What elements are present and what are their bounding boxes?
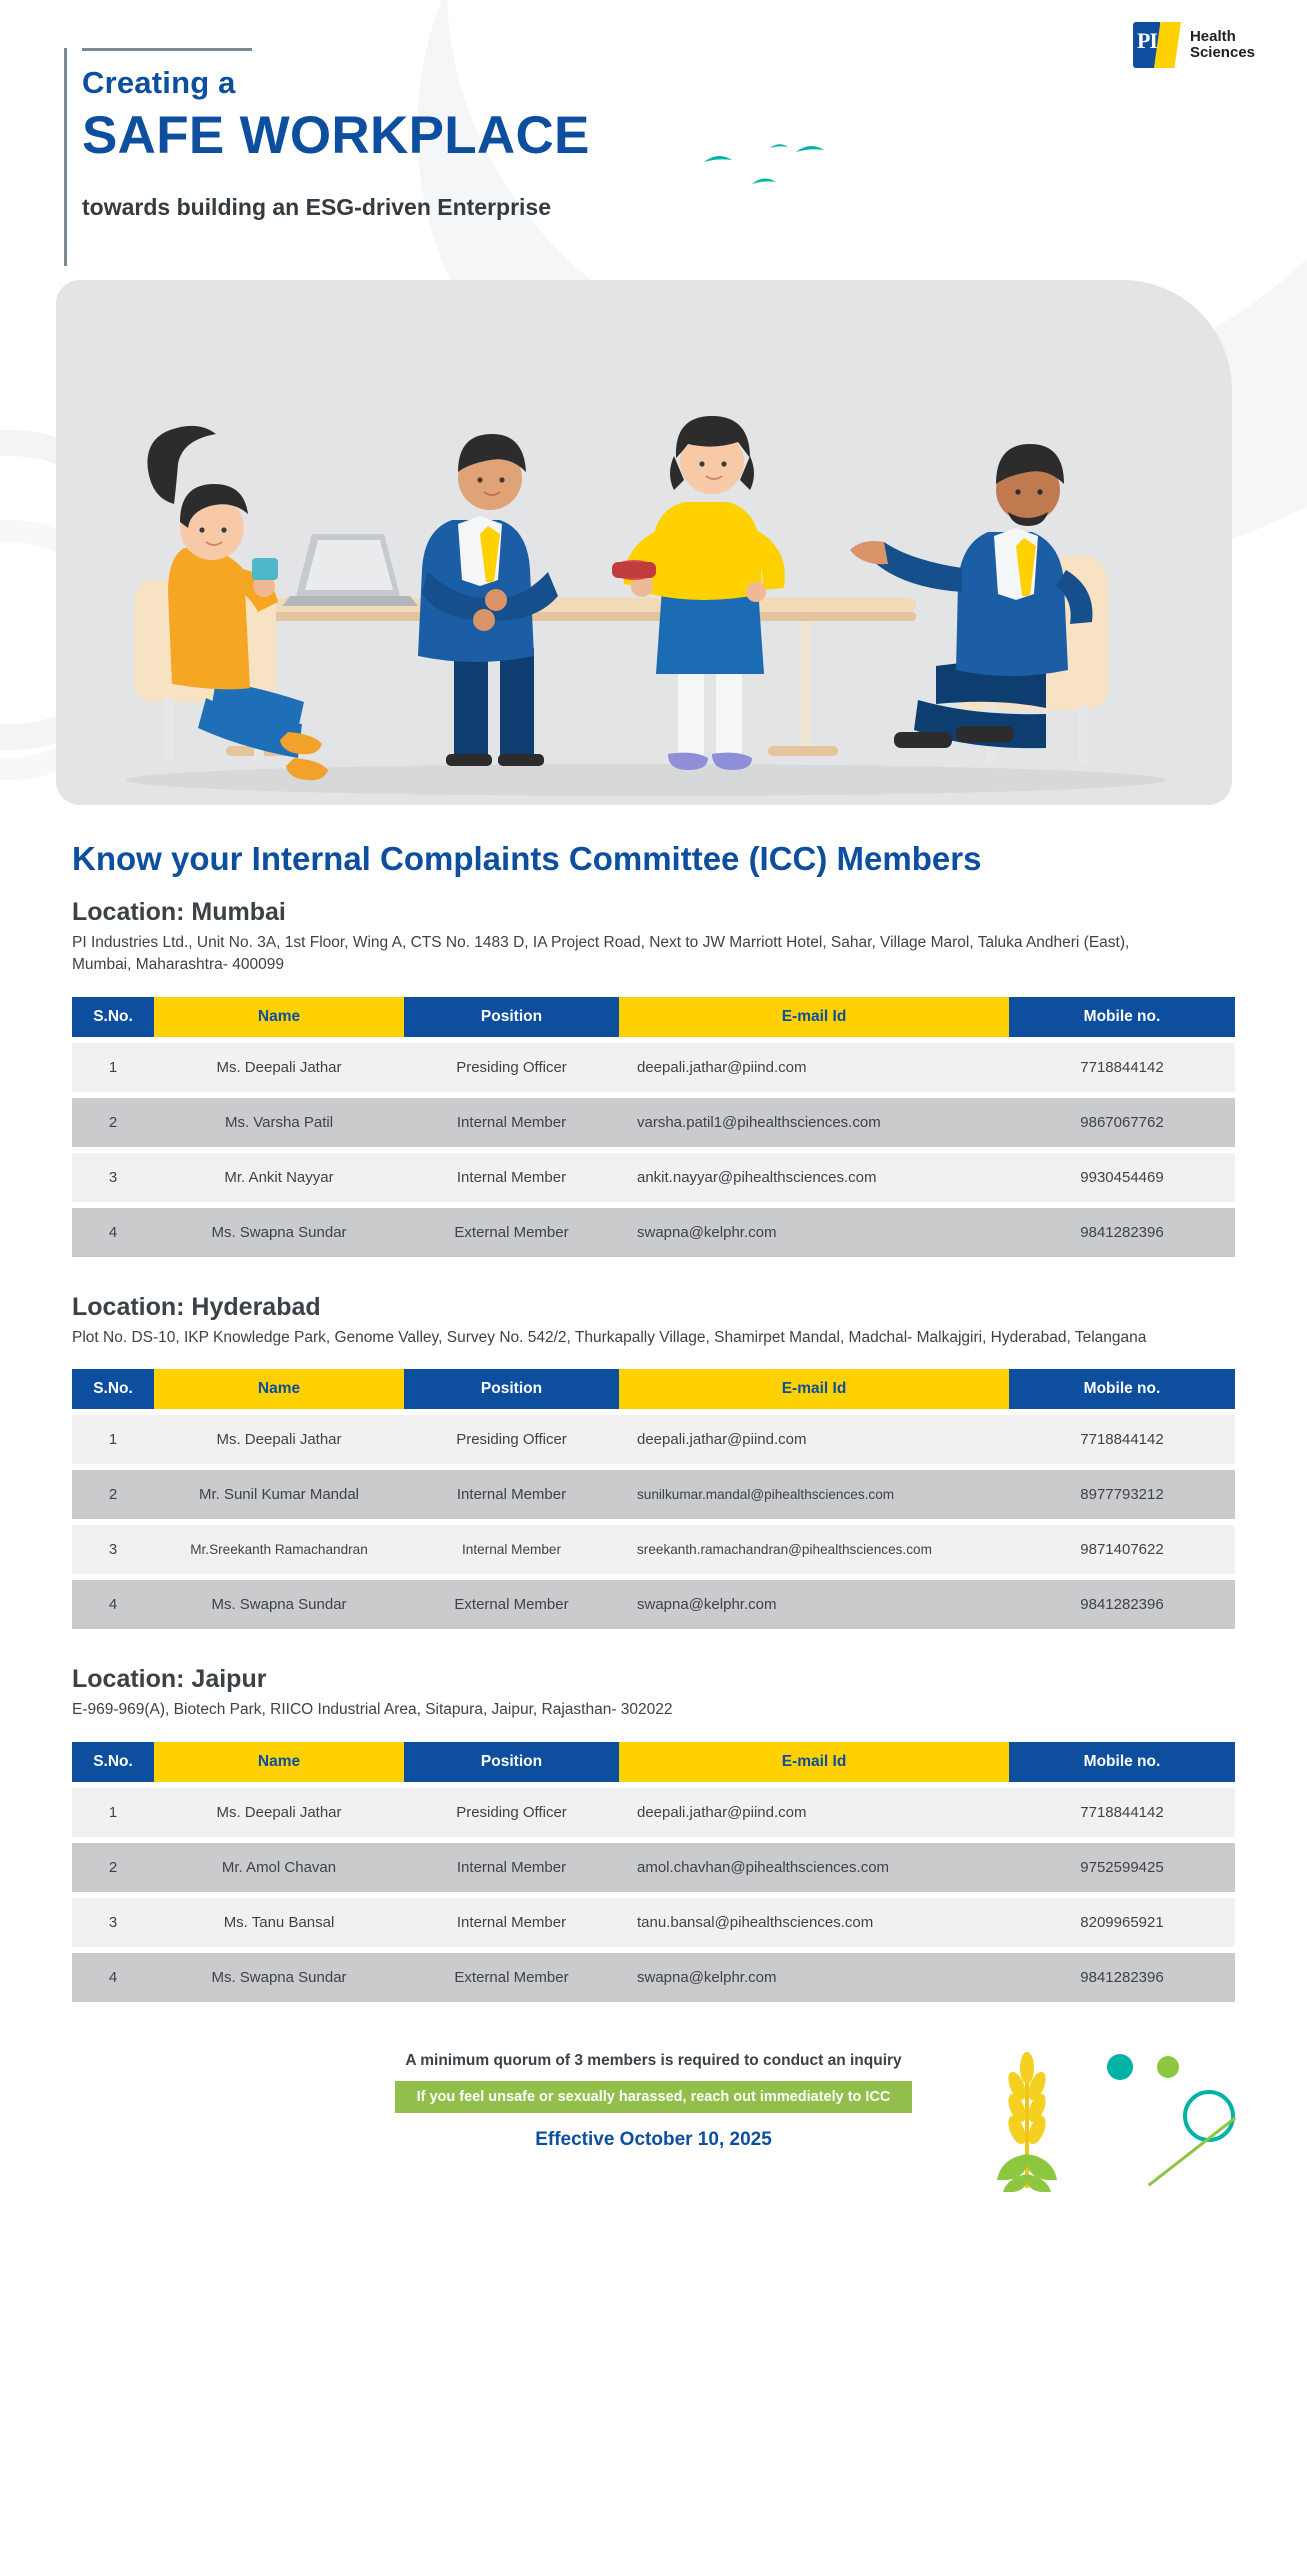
location-title: Location: Mumbai bbox=[72, 898, 286, 926]
document-body bbox=[0, 840, 1307, 2151]
company-logo bbox=[1133, 22, 1255, 68]
cell-position: Internal Member bbox=[404, 1898, 619, 1947]
header-rule bbox=[82, 48, 252, 51]
cell-sno: 3 bbox=[72, 1153, 154, 1202]
cell-sno: 4 bbox=[72, 1953, 154, 2002]
header-vertical-rule bbox=[64, 48, 67, 266]
column-header-position: Position bbox=[404, 997, 619, 1037]
column-header-sno: S.No. bbox=[72, 1369, 154, 1409]
cell-email: ankit.nayyar@pihealthsciences.com bbox=[619, 1153, 1009, 1202]
teal-dot bbox=[1107, 2054, 1133, 2080]
poster-footer bbox=[72, 2052, 1235, 2151]
header-line-2: SAFE WORKPLACE bbox=[82, 106, 590, 165]
cell-name: Ms. Swapna Sundar bbox=[154, 1953, 404, 2002]
location-title: Location: Hyderabad bbox=[72, 1292, 321, 1321]
cell-email: sreekanth.ramachandran@pihealthsciences.com bbox=[619, 1525, 1009, 1574]
column-header-sno: S.No. bbox=[72, 997, 154, 1037]
cell-mobile: 9841282396 bbox=[1009, 1953, 1235, 2002]
quorum-note: A minimum quorum of 3 members is required to conduct an inquiry bbox=[405, 2051, 902, 2069]
cell-position: External Member bbox=[404, 1580, 619, 1629]
cell-mobile: 7718844142 bbox=[1009, 1788, 1235, 1837]
footer-decoration bbox=[991, 2042, 1251, 2192]
cell-name: Ms. Swapna Sundar bbox=[154, 1208, 404, 1257]
cell-email: varsha.patil1@pihealthsciences.com bbox=[619, 1098, 1009, 1147]
location-section-mumbai bbox=[72, 898, 1235, 1263]
cell-name: Mr. Sunil Kumar Mandal bbox=[154, 1470, 404, 1519]
cell-name: Ms. Varsha Patil bbox=[154, 1098, 404, 1147]
table-row bbox=[72, 1843, 1235, 1892]
cell-sno: 2 bbox=[72, 1470, 154, 1519]
column-header-email: E-mail Id bbox=[619, 1369, 1009, 1409]
column-header-sno: S.No. bbox=[72, 1742, 154, 1782]
cell-sno: 1 bbox=[72, 1043, 154, 1092]
cell-position: Internal Member bbox=[404, 1098, 619, 1147]
poster-header bbox=[82, 48, 590, 221]
cell-mobile: 9841282396 bbox=[1009, 1208, 1235, 1257]
logo-line1: Health bbox=[1189, 27, 1236, 45]
cell-name: Mr. Amol Chavan bbox=[154, 1843, 404, 1892]
icc-table-jaipur bbox=[72, 1736, 1235, 2008]
cell-name: Ms. Deepali Jathar bbox=[154, 1415, 404, 1464]
column-header-mobile: Mobile no. bbox=[1009, 1742, 1235, 1782]
logo-line2: Sciences bbox=[1189, 44, 1255, 61]
cell-position: Presiding Officer bbox=[404, 1788, 619, 1837]
cell-name: Ms. Tanu Bansal bbox=[154, 1898, 404, 1947]
cell-mobile: 7718844142 bbox=[1009, 1043, 1235, 1092]
cell-mobile: 9752599425 bbox=[1009, 1843, 1235, 1892]
cell-sno: 1 bbox=[72, 1415, 154, 1464]
logo-mark-text: PI bbox=[1136, 28, 1157, 53]
table-row bbox=[72, 1098, 1235, 1147]
wheat-icon bbox=[983, 2042, 1103, 2192]
cell-mobile: 9867067762 bbox=[1009, 1098, 1235, 1147]
column-header-mobile: Mobile no. bbox=[1009, 997, 1235, 1037]
location-section-jaipur bbox=[72, 1665, 1235, 2007]
table-row bbox=[72, 1525, 1235, 1574]
cell-position: External Member bbox=[404, 1953, 619, 2002]
cell-mobile: 9871407622 bbox=[1009, 1525, 1235, 1574]
cell-position: Presiding Officer bbox=[404, 1415, 619, 1464]
birds-icon bbox=[700, 140, 860, 215]
cell-position: Internal Member bbox=[404, 1843, 619, 1892]
cell-position: Internal Member bbox=[404, 1153, 619, 1202]
column-header-name: Name bbox=[154, 997, 404, 1037]
cell-name: Mr. Ankit Nayyar bbox=[154, 1153, 404, 1202]
location-address: E-969-969(A), Biotech Park, RIICO Industrial Area, Sitapura, Jaipur, Rajasthan- 302022 bbox=[72, 1701, 673, 1719]
cell-name: Ms. Deepali Jathar bbox=[154, 1043, 404, 1092]
table-row bbox=[72, 1470, 1235, 1519]
hero-illustration bbox=[56, 280, 1232, 805]
column-header-email: E-mail Id bbox=[619, 1742, 1009, 1782]
cell-email: swapna@kelphr.com bbox=[619, 1953, 1009, 2002]
column-header-name: Name bbox=[154, 1369, 404, 1409]
cell-position: Internal Member bbox=[404, 1470, 619, 1519]
table-row bbox=[72, 1208, 1235, 1257]
icc-table-mumbai bbox=[72, 991, 1235, 1263]
cell-sno: 2 bbox=[72, 1098, 154, 1147]
cell-email: swapna@kelphr.com bbox=[619, 1208, 1009, 1257]
cell-position: Presiding Officer bbox=[404, 1043, 619, 1092]
location-address: PI Industries Ltd., Unit No. 3A, 1st Floor, Wing A, CTS No. 1483 D, IA Project Road, Next to JW Marriott Hotel, Sahar, Village Marol, Taluka Andheri (East), Mumbai, Maharashtra- 400099 bbox=[72, 934, 1130, 974]
column-header-position: Position bbox=[404, 1369, 619, 1409]
icc-table-hyderabad bbox=[72, 1363, 1235, 1635]
column-header-mobile: Mobile no. bbox=[1009, 1369, 1235, 1409]
cell-mobile: 9841282396 bbox=[1009, 1580, 1235, 1629]
table-row bbox=[72, 1580, 1235, 1629]
header-line-1: Creating a bbox=[82, 65, 236, 100]
effective-date: Effective October 10, 2025 bbox=[535, 2128, 772, 2150]
column-header-name: Name bbox=[154, 1742, 404, 1782]
cell-email: deepali.jathar@piind.com bbox=[619, 1788, 1009, 1837]
table-row bbox=[72, 1953, 1235, 2002]
cell-mobile: 8977793212 bbox=[1009, 1470, 1235, 1519]
cell-name: Ms. Swapna Sundar bbox=[154, 1580, 404, 1629]
cell-position: Internal Member bbox=[404, 1525, 619, 1574]
green-dot bbox=[1157, 2056, 1179, 2078]
cell-email: deepali.jathar@piind.com bbox=[619, 1415, 1009, 1464]
table-row bbox=[72, 1788, 1235, 1837]
page-title: Know your Internal Complaints Committee (ICC) Members bbox=[72, 840, 982, 877]
table-header-row bbox=[72, 1369, 1235, 1409]
cell-name: Ms. Deepali Jathar bbox=[154, 1788, 404, 1837]
cell-sno: 3 bbox=[72, 1898, 154, 1947]
table-row bbox=[72, 1153, 1235, 1202]
logo-wordmark bbox=[1190, 29, 1255, 61]
cell-email: amol.chavhan@pihealthsciences.com bbox=[619, 1843, 1009, 1892]
location-address: Plot No. DS-10, IKP Knowledge Park, Genome Valley, Survey No. 542/2, Thurkapally Village, Shamirpet Mandal, Madchal- Malkajgiri, Hyderabad, Telangana bbox=[72, 1328, 1147, 1346]
cell-sno: 3 bbox=[72, 1525, 154, 1574]
location-section-hyderabad bbox=[72, 1293, 1235, 1635]
harassment-banner: If you feel unsafe or sexually harassed, reach out immediately to ICC bbox=[395, 2081, 913, 2113]
cell-mobile: 7718844142 bbox=[1009, 1415, 1235, 1464]
cell-email: tanu.bansal@pihealthsciences.com bbox=[619, 1898, 1009, 1947]
header-line-3: towards building an ESG-driven Enterprise bbox=[82, 194, 552, 220]
cell-mobile: 9930454469 bbox=[1009, 1153, 1235, 1202]
cell-sno: 1 bbox=[72, 1788, 154, 1837]
cell-mobile: 8209965921 bbox=[1009, 1898, 1235, 1947]
table-header-row bbox=[72, 997, 1235, 1037]
teal-ring bbox=[1183, 2090, 1235, 2142]
cell-email: swapna@kelphr.com bbox=[619, 1580, 1009, 1629]
table-row bbox=[72, 1415, 1235, 1464]
table-row bbox=[72, 1898, 1235, 1947]
cell-sno: 2 bbox=[72, 1843, 154, 1892]
table-row bbox=[72, 1043, 1235, 1092]
pi-logo-icon bbox=[1133, 22, 1181, 68]
cell-email: sunilkumar.mandal@pihealthsciences.com bbox=[619, 1470, 1009, 1519]
cell-email: deepali.jathar@piind.com bbox=[619, 1043, 1009, 1092]
location-title: Location: Jaipur bbox=[72, 1665, 267, 1694]
cell-name: Mr.Sreekanth Ramachandran bbox=[154, 1525, 404, 1574]
office-meeting-illustration bbox=[56, 280, 1232, 805]
cell-sno: 4 bbox=[72, 1208, 154, 1257]
table-header-row bbox=[72, 1742, 1235, 1782]
cell-sno: 4 bbox=[72, 1580, 154, 1629]
column-header-position: Position bbox=[404, 1742, 619, 1782]
cell-position: External Member bbox=[404, 1208, 619, 1257]
column-header-email: E-mail Id bbox=[619, 997, 1009, 1037]
